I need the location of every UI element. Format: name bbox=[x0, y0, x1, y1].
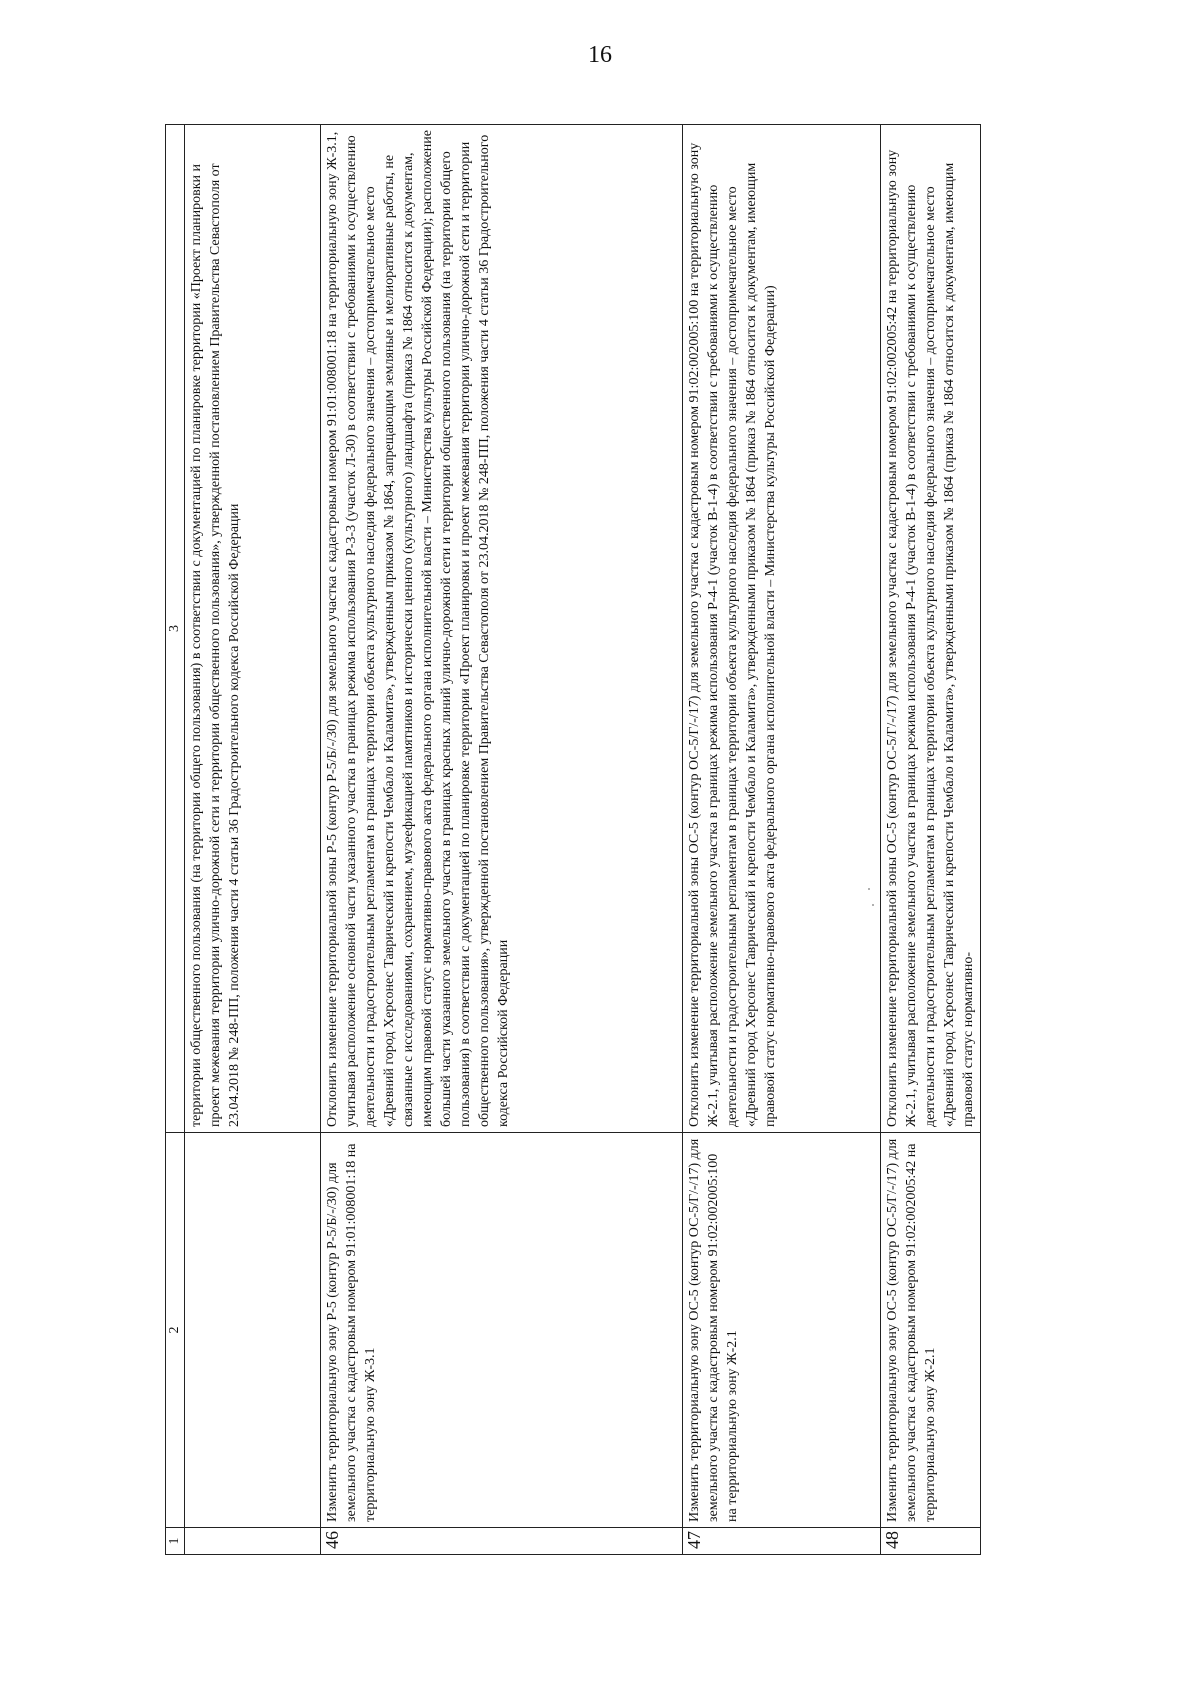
rotated-table-container bbox=[165, 125, 976, 1555]
decision-cell: Отклонить изменение территориальной зоны ОС-5 (контур ОС-5/Г/-/17) для земельного участка с кадастровым номером 91:02:002005:42 на территориальную зону Ж-2.1, учитывая расположение земельного участка в границах режима использования Р-4-1 (участок В-1-4) в соответствии с требованиями к осуществлению деятельности и градостроительным регламентам в границах территории объекта культурного наследия федерального значения – достопримечательное место «Древний город Херсонес Таврический и крепости Чембало и Каламита», утвержденными приказом № 1864 (приказ № 1864 относится к документам, имеющим правовой статус нормативно- bbox=[881, 125, 981, 1133]
table-row bbox=[881, 125, 981, 1555]
decision-cell: Отклонить изменение территориальной зоны ОС-5 (контур ОС-5/Г/-/17) для земельного участка с кадастровым номером 91:02:002005:100 на территориальную зону Ж-2.1, учитывая расположение земельного участка в границах режима использования Р-4-1 (участок В-1-4) в соответствии с требованиями к осуществлению деятельности и градостроительным регламентам в границах территории объекта культурного наследия федерального значения – достопримечательное место «Древний город Херсонес Таврический и крепости Чембало и Каламита», утвержденными приказом № 1864 (приказ № 1864 относится к документам, имеющим правовой статус нормативно-правового акта федерального органа исполнительной власти – Министерства культуры Российской Федерации) bbox=[683, 125, 881, 1133]
header-col-3: 3 bbox=[166, 125, 185, 1133]
proposal-cell bbox=[185, 1133, 321, 1528]
row-number: 46 bbox=[321, 1528, 683, 1555]
scan-speck bbox=[868, 888, 870, 890]
header-col-2: 2 bbox=[166, 1133, 185, 1528]
proposal-cell: Изменить территориальную зону Р-5 (контур Р-5/Б/-/30) для земельного участка с кадастровым номером 91:01:008001:18 на территориальную зону Ж-3.1 bbox=[321, 1133, 683, 1528]
decisions-table bbox=[165, 124, 981, 1555]
table-row bbox=[185, 125, 321, 1555]
table-header-row bbox=[166, 125, 185, 1555]
proposal-cell: Изменить территориальную зону ОС-5 (контур ОС-5/Г/-/17) для земельного участка с кадастровым номером 91:02:002005:42 на территориальную зону Ж-2.1 bbox=[881, 1133, 981, 1528]
page-number: 16 bbox=[588, 42, 612, 68]
row-number: 48 bbox=[881, 1528, 981, 1555]
row-number bbox=[185, 1528, 321, 1555]
table-row bbox=[321, 125, 683, 1555]
scan-speck bbox=[872, 904, 874, 906]
header-col-1: 1 bbox=[166, 1528, 185, 1555]
row-number: 47 bbox=[683, 1528, 881, 1555]
decision-cell: Отклонить изменение территориальной зоны Р-5 (контур Р-5/Б/-/30) для земельного участка с кадастровым номером 91:01:008001:18 на территориальную зону Ж-3.1, учитывая расположение основной части указанного участка в границах режима использования Р-3-3 (участок Л-30) в соответствии с требованиями к осуществлению деятельности и градостроительным регламентам в границах территории объекта культурного наследия федерального значения – достопримечательное место «Древний город Херсонес Таврический и крепости Чембало и Каламита», утвержденным приказом № 1864, запрещающим земляные и мелиоративные работы, не связанные с исследованиями, сохранением, музеефикацией памятников и исторически ценного (культурного) ландшафта (приказ № 1864 относится к документам, имеющим правовой статус нормативно-правового акта федерального органа исполнительной власти – Министерства культуры Российской Федерации); расположение большей части указанного земельного участка в границах красных линий улично-дорожной сети и территории общественного пользования (на территории общего пользования) в соответствии с документацией по планировке территории «Проект планировки и проект межевания территории улично-дорожной сети и территории общественного пользования», утвержденной постановлением Правительства Севастополя от 23.04.2018 № 248-ПП, положения части 4 статьи 36 Градостроительного кодекса Российской Федерации bbox=[321, 125, 683, 1133]
decision-cell: территории общественного пользования (на территории общего пользования) в соответствии с документацией по планировке территории «Проект планировки и проект межевания территории улично-дорожной сети и территории общественного пользования», утвержденной постановлением Правительства Севастополя от 23.04.2018 № 248-ПП, положения части 4 статьи 36 Градостроительного кодекса Российской Федерации bbox=[185, 125, 321, 1133]
table-row bbox=[683, 125, 881, 1555]
proposal-cell: Изменить территориальную зону ОС-5 (контур ОС-5/Г/-/17) для земельного участка с кадастровым номером 91:02:002005:100 на территориальную зону Ж-2.1 bbox=[683, 1133, 881, 1528]
